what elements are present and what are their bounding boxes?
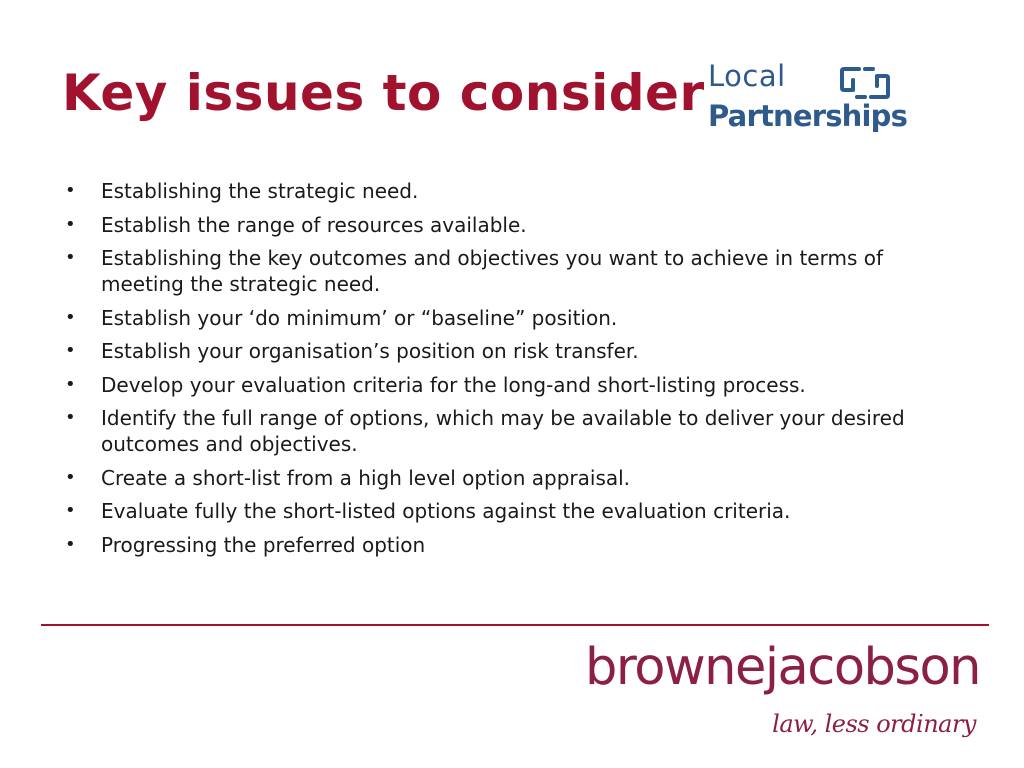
list-item-text: Establish the range of resources available. — [101, 212, 527, 237]
list-item — [62, 212, 962, 238]
bullet-marker: • — [65, 500, 76, 521]
bullet-marker: • — [65, 180, 76, 201]
list-item — [62, 305, 962, 331]
list-item — [62, 465, 962, 491]
list-item — [62, 372, 962, 398]
list-item-text: Establishing the key outcomes and objectives you want to achieve in terms of meeting the strategic need. — [101, 246, 883, 296]
list-item — [62, 178, 962, 204]
bullet-marker: • — [65, 340, 76, 361]
list-item — [62, 532, 962, 558]
footer-divider — [41, 624, 989, 626]
browne-jacobson-tagline: law, less ordinary — [772, 710, 976, 738]
list-item — [62, 338, 962, 364]
list-item-text: Establish your ‘do minimum’ or “baseline” position. — [101, 305, 618, 330]
list-item-text: Develop your evaluation criteria for the long-and short-listing process. — [101, 372, 806, 397]
list-item-text: Create a short-list from a high level option appraisal. — [101, 465, 631, 490]
bullet-marker: • — [65, 306, 76, 328]
list-item-text: Progressing the preferred option — [101, 532, 426, 557]
bullet-list — [62, 178, 962, 565]
logo-line-local: Local — [708, 59, 786, 93]
list-item-text: Establishing the strategic need. — [101, 179, 419, 203]
bullet-marker: • — [65, 373, 76, 395]
list-item-text: Establish your organisation’s position on risk transfer. — [101, 339, 639, 363]
list-item-text: Identify the full range of options, which may be available to deliver your desired outcomes and objectives. — [101, 406, 905, 456]
linked-squares-icon — [839, 66, 891, 100]
local-partnerships-logo — [706, 59, 908, 142]
browne-jacobson-logo: brownejacobson — [585, 638, 980, 697]
bullet-marker: • — [65, 466, 76, 488]
list-item — [62, 245, 962, 297]
list-item — [62, 498, 962, 524]
slide-title: Key issues to consider — [62, 64, 705, 122]
list-item-text: Evaluate fully the short-listed options against the evaluation criteria. — [101, 499, 791, 523]
bullet-marker: • — [65, 213, 76, 235]
bullet-marker: • — [65, 247, 76, 268]
bullet-marker: • — [65, 533, 76, 555]
list-item — [62, 405, 962, 457]
logo-line-partnerships: Partnerships — [708, 99, 908, 133]
bullet-marker: • — [65, 407, 76, 428]
